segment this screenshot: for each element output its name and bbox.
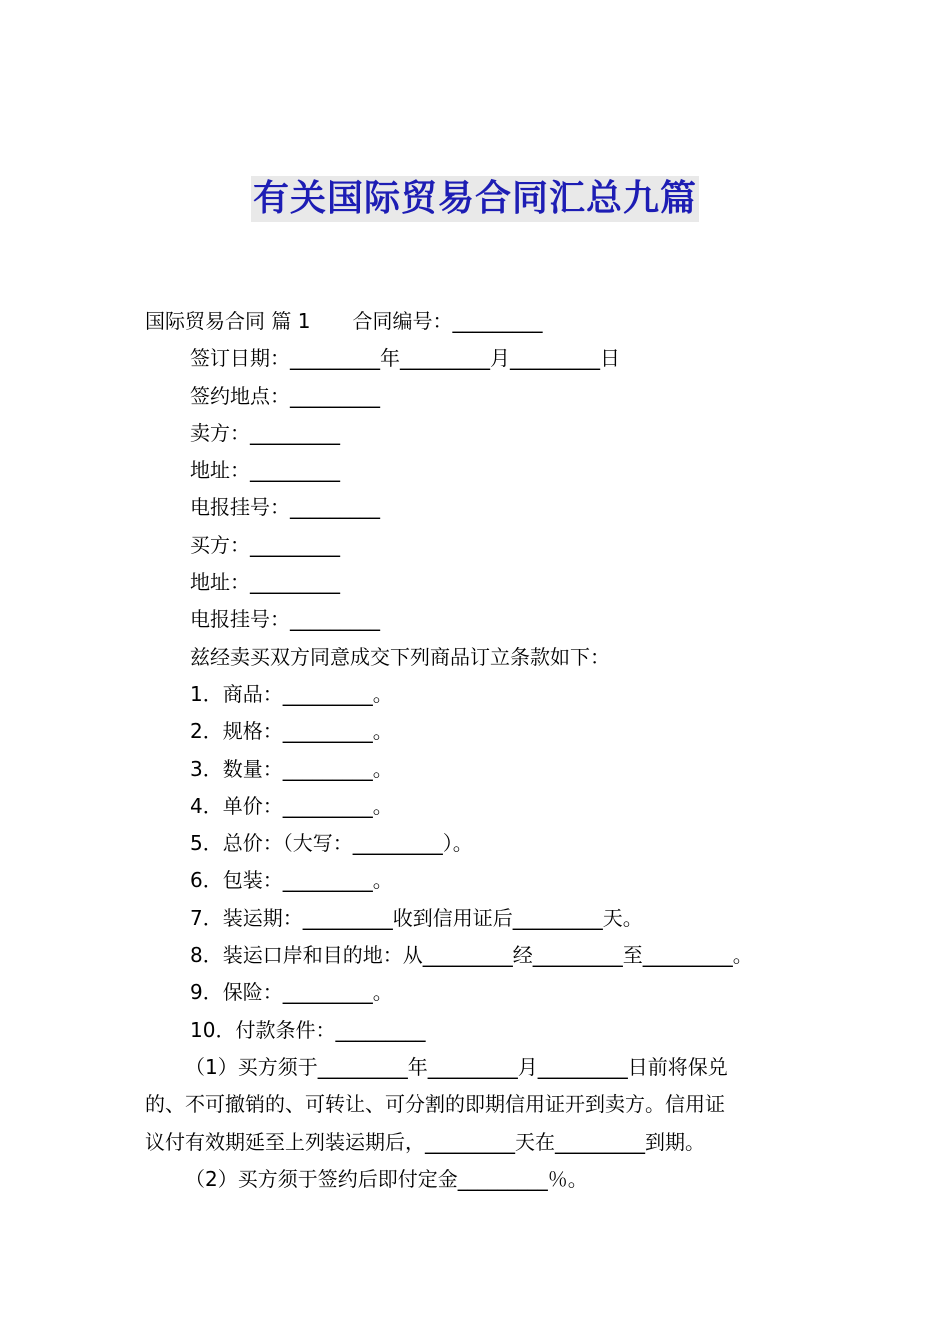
clause-specification: 2．规格：_________。 — [190, 719, 393, 744]
payment-item-1-line-3: 议付有效期延至上列装运期后，_________天在_________到期。 — [145, 1129, 705, 1154]
field-seller-address: 地址：_________ — [190, 458, 340, 483]
contract-body — [145, 303, 810, 1198]
clause-payment-terms: 10．付款条件：_________ — [190, 1017, 426, 1042]
field-seller-telegraph: 电报挂号：_________ — [190, 495, 380, 520]
clause-unit-price: 4．单价：_________。 — [190, 793, 393, 818]
document-title: 有关国际贸易合同汇总九篇 — [251, 176, 699, 222]
contract-heading-line — [145, 303, 810, 340]
clause-packing: 6．包装：_________。 — [190, 868, 393, 893]
contract-number: 合同编号：_________ — [352, 309, 543, 333]
field-sign-place: 签约地点：_________ — [190, 383, 380, 408]
clause-shipment-period: 7．装运期：_________收到信用证后_________天。 — [190, 905, 643, 930]
field-seller: 卖方：_________ — [190, 420, 340, 445]
title-block — [0, 176, 950, 222]
field-sign-date: 签订日期：_________年_________月_________日 — [190, 346, 620, 371]
payment-item-1-line-2: 的、不可撤销的、可转让、可分割的即期信用证开到卖方。信用证 — [145, 1092, 725, 1117]
payment-item-2: （2）买方须于签约后即付定金_________％。 — [185, 1166, 588, 1191]
field-buyer: 买方：_________ — [190, 532, 340, 557]
clause-commodity: 1．商品：_________。 — [190, 681, 393, 706]
payment-item-1-line-1: （1）买方须于_________年_________月_________日前将保兑 — [185, 1054, 728, 1079]
clause-insurance: 9．保险：_________。 — [190, 980, 393, 1005]
field-buyer-address: 地址：_________ — [190, 570, 340, 595]
field-buyer-telegraph: 电报挂号：_________ — [190, 607, 380, 632]
clause-ports: 8．装运口岸和目的地：从_________经_________至_________。 — [190, 943, 753, 968]
contract-heading: 国际贸易合同 篇 1 — [145, 309, 311, 333]
clause-total-price: 5．总价：（大写：_________）。 — [190, 831, 473, 856]
clause-quantity: 3．数量：_________。 — [190, 756, 393, 781]
terms-intro: 兹经卖买双方同意成交下列商品订立条款如下： — [190, 644, 610, 669]
